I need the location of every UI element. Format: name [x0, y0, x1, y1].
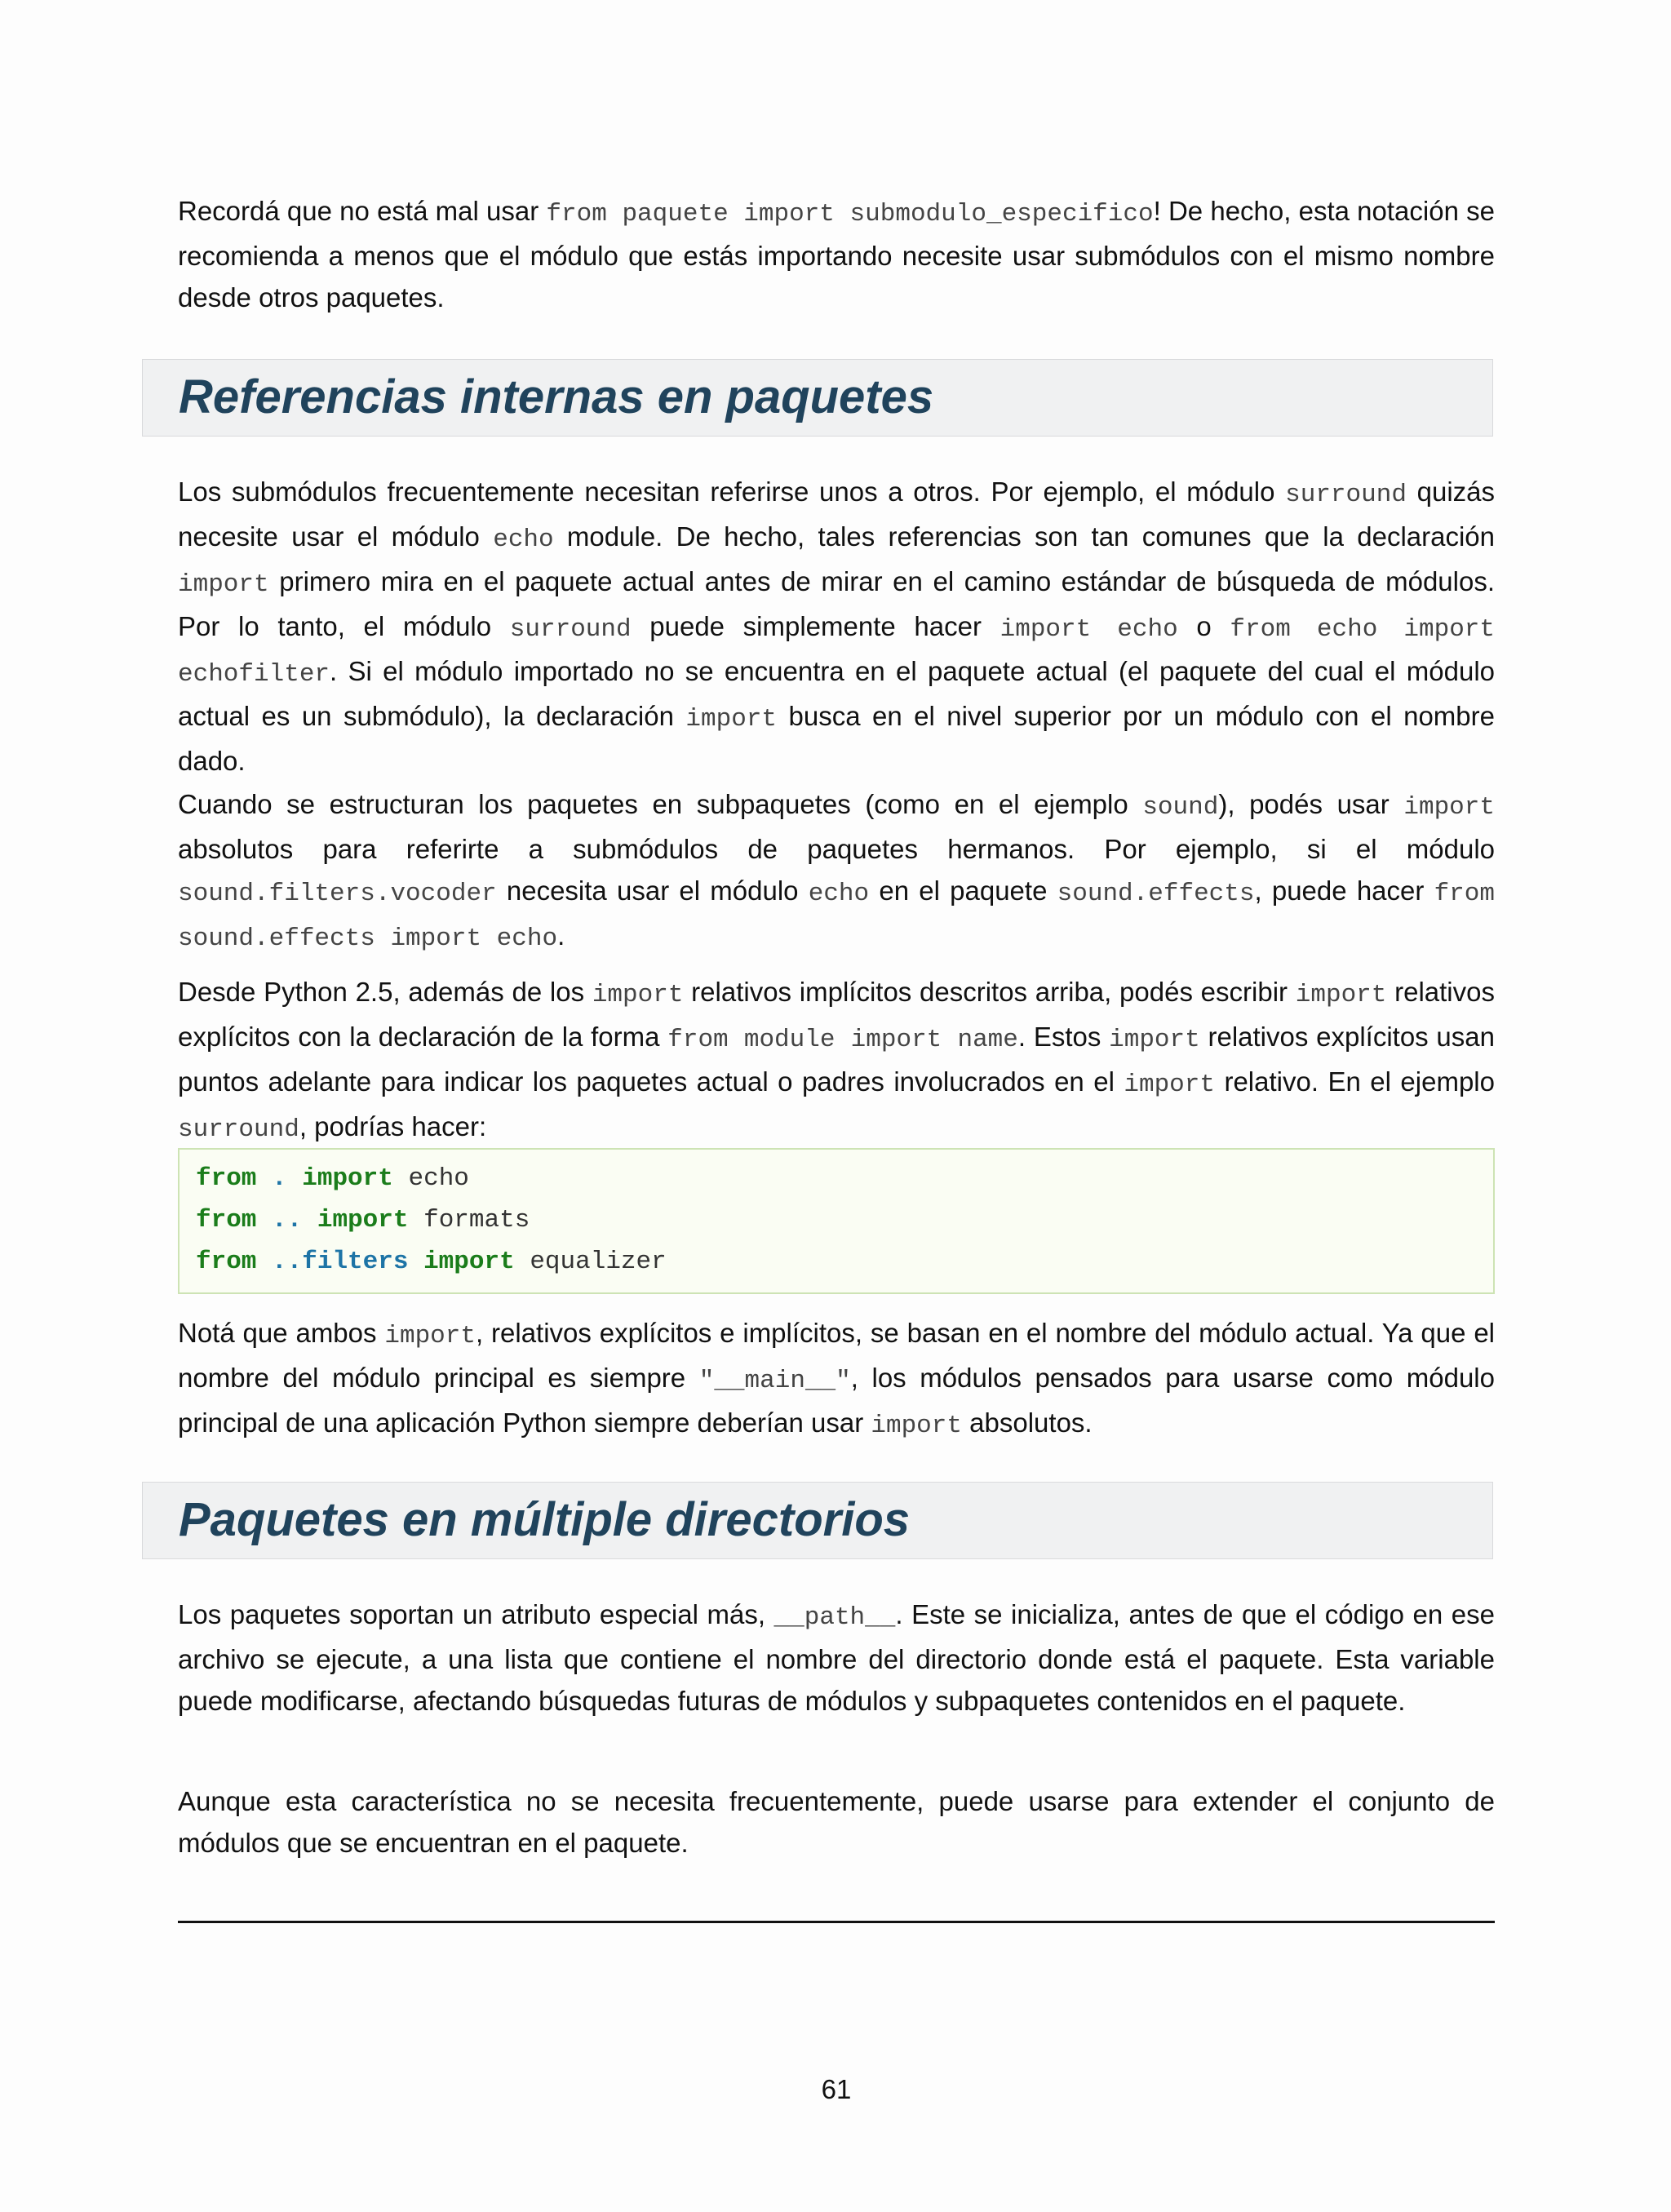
- inline-code: import: [1109, 1026, 1200, 1054]
- inline-code: import: [1124, 1071, 1215, 1099]
- inline-code: "__main__": [698, 1367, 851, 1395]
- keyword: from: [196, 1248, 257, 1276]
- keyword: from: [196, 1206, 257, 1235]
- text: necesita usar el módulo: [496, 875, 809, 906]
- text: Los submódulos frecuentemente necesitan referirse unos a otros. Por ejemplo, el módulo: [178, 477, 1286, 507]
- keyword: import: [302, 1164, 393, 1193]
- paragraph: [178, 971, 1495, 1150]
- text: , puede hacer: [1254, 875, 1434, 906]
- text: , relativos explícitos e implícitos, se basan en el nombre del módulo actual. Ya que el nombre del módulo principal es siempre: [178, 1318, 1495, 1393]
- keyword: import: [317, 1206, 409, 1235]
- code-line: [196, 1158, 1493, 1199]
- inline-code: sound: [1142, 793, 1219, 822]
- inline-code: import: [871, 1412, 962, 1440]
- inline-code: __path__: [773, 1603, 896, 1632]
- section-title: Paquetes en múltiple directorios: [179, 1493, 910, 1546]
- paragraph: Aunque esta característica no se necesita frecuentemente, puede usarse para extender el conjunto de módulos que se encuentran en el paquete.: [178, 1786, 1495, 1858]
- inline-code: sound.filters.vocoder: [178, 880, 497, 908]
- module-ref: .: [272, 1164, 287, 1193]
- paragraph: [178, 471, 1495, 782]
- text: . Si el módulo importado no se encuentra en el paquete actual (el paquete del cual el módulo actual es un submódulo), la declaración: [178, 656, 1495, 731]
- import-name: equalizer: [530, 1248, 667, 1276]
- inline-code: import: [1403, 793, 1495, 822]
- text: Desde Python 2.5, además de los: [178, 977, 592, 1007]
- text: o: [1177, 611, 1230, 641]
- inline-code: echo: [808, 880, 870, 908]
- text: primero mira en el paquete actual antes de mirar en el camino estándar de búsqueda de módulos. Por lo tanto, el módulo: [178, 566, 1495, 641]
- text: .: [557, 920, 565, 951]
- inline-code: import: [384, 1322, 476, 1350]
- inline-code: from echo import echofilter: [178, 615, 1496, 689]
- inline-code: from paquete import submodulo_especifico: [546, 200, 1154, 228]
- text: relativo. En el ejemplo: [1215, 1066, 1495, 1097]
- page-number: 61: [821, 2074, 852, 2104]
- module-ref: ..: [272, 1206, 303, 1235]
- intro-paragraph: [178, 190, 1495, 318]
- text: . Este se inicializa, antes de que el código en ese archivo se ejecute, a una lista que contiene el nombre del directorio donde está el paquete. Esta variable puede modificarse, afectando búsquedas futuras de módulos y subpaquetes contenidos en el paquete.: [178, 1599, 1495, 1716]
- inline-code: import: [685, 705, 778, 734]
- text: Cuando se estructuran los paquetes en subpaquetes (como en el ejemplo: [178, 789, 1143, 819]
- inline-code: from sound.effects import echo: [178, 880, 1495, 953]
- text: module. De hecho, tales referencias son tan comunes que la declaración: [553, 521, 1496, 552]
- text: relativos explícitos con la declaración de la forma: [178, 977, 1495, 1052]
- section-heading-box: [142, 1482, 1493, 1559]
- inline-code: import: [592, 981, 684, 1009]
- text: quizás necesite usar el módulo: [178, 477, 1496, 552]
- keyword: from: [196, 1164, 257, 1193]
- code-block: [178, 1148, 1495, 1294]
- text: absolutos para referirte a submódulos de paquetes hermanos. Por ejemplo, si el módulo: [178, 834, 1495, 864]
- section-title: Referencias internas en paquetes: [179, 370, 934, 423]
- text: Los paquetes soportan un atributo especial más,: [178, 1599, 774, 1629]
- text: absolutos.: [961, 1407, 1093, 1438]
- inline-code: import: [178, 570, 269, 599]
- inline-code: surround: [178, 1115, 299, 1144]
- import-name: formats: [423, 1206, 530, 1235]
- inline-code: surround: [1285, 481, 1407, 509]
- inline-code: import echo: [999, 615, 1178, 644]
- text: , los módulos pensados para usarse como módulo principal de una aplicación Python siempre deberían usar: [178, 1363, 1495, 1438]
- paragraph: [178, 1594, 1495, 1722]
- inline-code: sound.effects: [1057, 880, 1255, 908]
- footer-divider: [178, 1921, 1495, 1923]
- text: busca en el nivel superior por un módulo con el nombre dado.: [178, 701, 1495, 776]
- text: relativos implícitos descritos arriba, podés escribir: [683, 977, 1296, 1007]
- code-line: [196, 1241, 1493, 1283]
- module-ref: ..filters: [272, 1248, 409, 1276]
- text: Recordá que no está mal usar: [178, 196, 547, 226]
- text: . Estos: [1017, 1022, 1110, 1052]
- keyword: import: [423, 1248, 515, 1276]
- text: puede simplemente hacer: [631, 611, 1000, 641]
- text: , podrías hacer:: [299, 1111, 487, 1141]
- import-name: echo: [408, 1164, 469, 1193]
- text: relativos explícitos usan puntos adelante para indicar los paquetes actual o padres involucrados en el: [178, 1022, 1495, 1097]
- code-line: [196, 1199, 1493, 1241]
- paragraph: [178, 1312, 1495, 1447]
- text: ), podés usar: [1218, 789, 1404, 819]
- section-heading-box: [142, 359, 1493, 437]
- inline-code: from module import name: [667, 1026, 1018, 1054]
- text: ! De hecho, esta notación se recomienda a menos que el módulo que estás importando necesite usar submódulos con el mismo nombre desde otros paquetes.: [178, 196, 1495, 313]
- inline-code: import: [1295, 981, 1387, 1009]
- text: en el paquete: [869, 875, 1057, 906]
- text: Notá que ambos: [178, 1318, 385, 1348]
- inline-code: surround: [509, 615, 632, 644]
- paragraph: [178, 783, 1495, 960]
- inline-code: echo: [493, 525, 554, 554]
